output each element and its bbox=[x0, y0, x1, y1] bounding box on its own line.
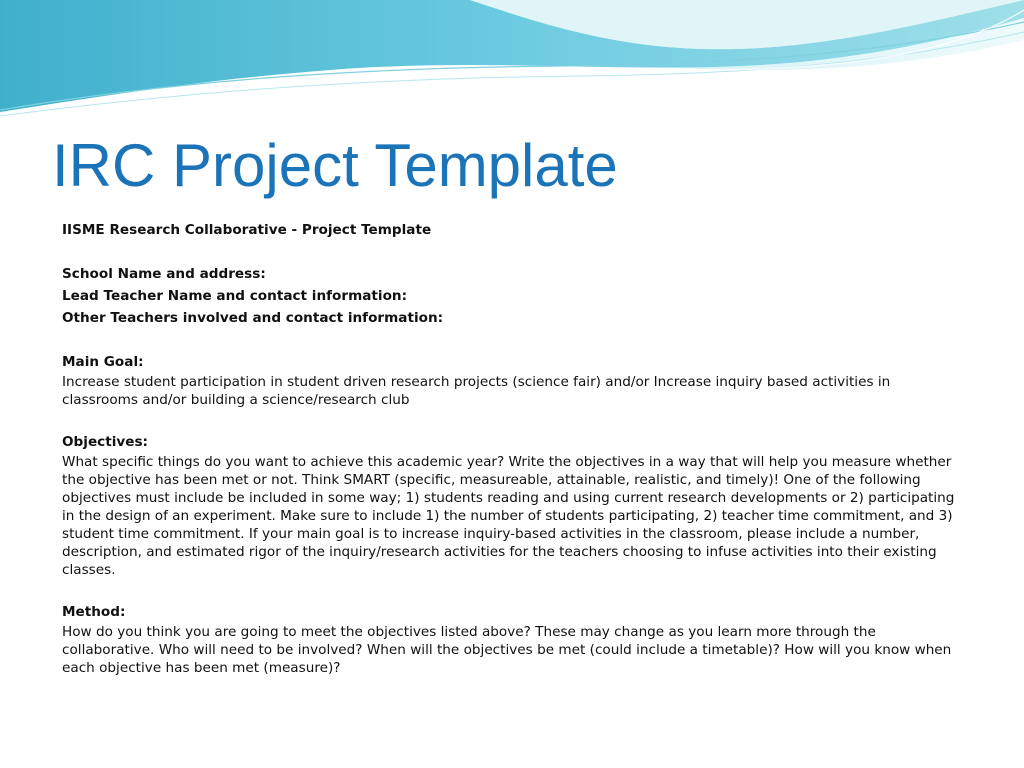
main-goal-heading: Main Goal: bbox=[62, 354, 144, 370]
method-heading: Method: bbox=[62, 604, 126, 620]
field-other-teachers: Other Teachers involved and contact information: bbox=[62, 310, 444, 326]
main-goal-text: Increase student participation in student driven research projects (science fair) and/or Increase inquiry based activities in classrooms and/or building a science/research club bbox=[62, 374, 891, 408]
objectives-heading: Objectives: bbox=[62, 434, 148, 450]
slide-title: IRC Project Template bbox=[52, 132, 618, 199]
slide-body bbox=[62, 219, 967, 677]
method-text: How do you think you are going to meet the objectives listed above? These may change as you learn more through the collaborative. Who will need to be involved? When will the objectives be met (could include a timetable)? How will you know when each objective has been met (measure)? bbox=[62, 624, 952, 676]
template-subtitle: IISME Research Collaborative - Project Template bbox=[62, 222, 432, 238]
field-lead-teacher: Lead Teacher Name and contact information: bbox=[62, 288, 408, 304]
decorative-wave-banner bbox=[0, 0, 1024, 130]
field-school-name: School Name and address: bbox=[62, 266, 266, 282]
objectives-text: What specific things do you want to achieve this academic year? Write the objectives in a way that will help you measure whether the objective has been met or not. Think SMART (specific, measureable, attainable, realistic, and timely)! One of the following objectives must include be included in some way; 1) students reading and using current research developments or 2) participating in the design of an experiment. Make sure to include 1) the number of students participating, 2) teacher time commitment, and 3) student time commitment. If your main goal is to increase inquiry-based activities in the classroom, please include a number, description, and estimated rigor of the inquiry/research activities for the teachers choosing to infuse activities into their existing classes. bbox=[62, 454, 955, 578]
